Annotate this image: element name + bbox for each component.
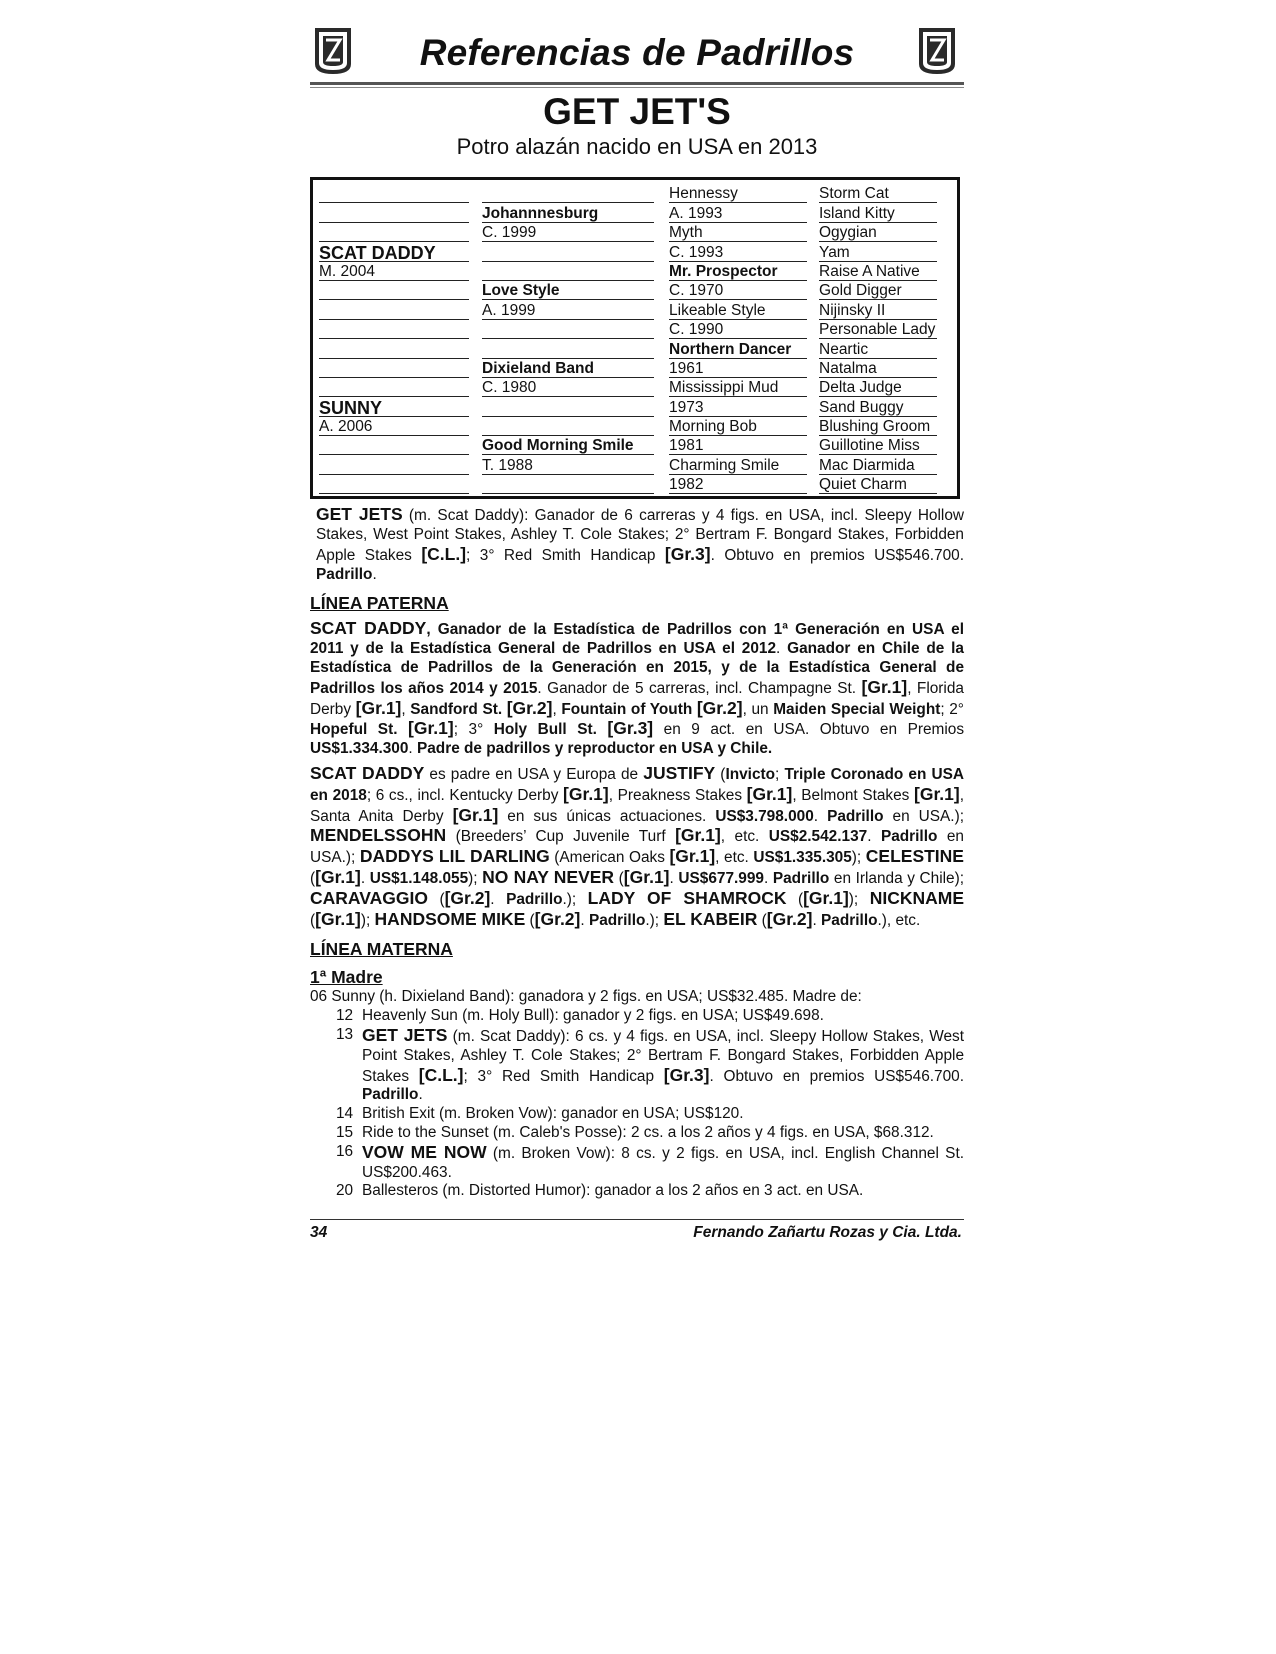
text-run: en USA.); (883, 807, 964, 825)
text-run: .), etc. (877, 911, 921, 929)
text-run: Padrillo (772, 870, 830, 887)
text-run: Padrillo (362, 1086, 419, 1104)
pedigree-cell: Myth (669, 224, 703, 242)
text-run: [Gr.1] (675, 825, 721, 846)
pedigree-cell: Delta Judge (819, 379, 902, 397)
pedigree-row (319, 417, 943, 436)
text-run: Padrillo (506, 890, 563, 908)
list-item (310, 1182, 964, 1201)
pedigree-cell: Sand Buggy (819, 398, 904, 416)
text-run: [Gr.1] (914, 783, 960, 804)
page-header (310, 20, 964, 82)
pedigree-cell: Hennessy (669, 185, 738, 203)
text-run: Invicto (725, 766, 776, 784)
sire-paragraph-1: SCAT DADDY, Ganador de la Estadística de Padrillos con 1ª Generación en USA el 2011 y de la Estadística General de Padrillos en USA el 2012. Ganador en Chile de la Estadística de Padrillos de la Generación en 2015, y de la Estadística General de Padrillos los años 2014 y 2015. Ganador de 5 carreras, incl. Champagne St. [Gr.1], Florida Derby [Gr.1], Sandford St. [Gr.2], Fountain of Youth [Gr.2], un Maiden Special Weight; 2° Hopeful St. [Gr.1]; 3° Holy Bull St. [Gr.3] en 9 act. en USA. Obtuvo en Premios US$1.334.300. Padre de padrillos y reproductor en USA y Chile. (310, 618, 965, 758)
pedigree-cell: Likeable Style (669, 301, 766, 319)
pedigree-row (319, 397, 943, 416)
text-run: VOW ME NOW (362, 1141, 487, 1162)
text-run: EL KABEIR (663, 908, 758, 929)
text-run: , Belmont Stakes (792, 786, 914, 804)
text-run: .); (562, 890, 588, 908)
pedigree-cell: Neartic (819, 340, 869, 358)
pedigree-cell: 1981 (669, 437, 704, 455)
text-run: ( (310, 911, 316, 929)
text-run: ( (614, 870, 624, 887)
text-run: SCAT DADDY (310, 763, 425, 784)
text-run: Ride to the Sunset (m. Caleb's Posse): 2 cs. a los 2 años y 4 figs. en USA, $68.312. (362, 1123, 934, 1141)
text-run: (American Oaks (549, 849, 670, 867)
text-run: [Gr.2] (444, 887, 491, 908)
text-run: Triple Coronado en USA en 2018 (310, 766, 964, 804)
pedigree-row (319, 320, 943, 339)
text-run: . Obtuvo en premios US$546.700. (709, 1067, 964, 1085)
text-run: . (763, 870, 773, 887)
section-heading-linea-materna: LÍNEA MATERNA (310, 939, 453, 960)
text-run: . (580, 911, 589, 929)
text-run: CELESTINE (865, 846, 964, 867)
pedigree-cell: Gold Digger (819, 282, 902, 300)
page-title: Referencias de Padrillos (419, 32, 855, 73)
text-run: ; (775, 766, 785, 784)
pedigree-cell: A. 1993 (669, 204, 723, 222)
text-run: HANDSOME MIKE (374, 908, 526, 929)
zr-monogram-icon (914, 26, 960, 76)
text-run: US$2.542.137 (768, 828, 868, 846)
list-item (310, 1007, 964, 1026)
text-run: ( (310, 870, 316, 887)
text-run: US$3.798.000 (715, 807, 814, 825)
text-run: , Preakness Stakes (608, 786, 747, 804)
text-run: DADDYS LIL DARLING (359, 846, 550, 867)
text-run: Padrillo (827, 807, 884, 825)
pedigree-cell: Blushing Groom (819, 418, 931, 436)
pedigree-cell: Charming Smile (669, 456, 780, 474)
text-run: [Gr.1] (623, 867, 670, 887)
pedigree-row (319, 300, 943, 319)
text-run: Padrillo (821, 911, 878, 929)
pedigree-row (319, 455, 943, 474)
text-run: , Santa Anita Derby (310, 786, 964, 825)
text-run: ( (427, 890, 445, 908)
text-run: es padre en USA y Europa de (424, 766, 644, 784)
pedigree-cell: Mac Diarmida (819, 456, 915, 474)
horse-subtitle: Potro alazán nacido en USA en 2013 (456, 134, 818, 159)
pedigree-row (319, 378, 943, 397)
text-run: British Exit (m. Broken Vow): ganador en USA; US$120. (362, 1105, 744, 1123)
pedigree-cell: C. 1980 (482, 379, 537, 397)
text-run: [Gr.1] (563, 783, 609, 804)
text-run: NO NAY NEVER (482, 867, 615, 887)
text-run: , etc. (715, 849, 754, 867)
text-run: ( (525, 911, 535, 929)
pedigree-cell: Personable Lady (819, 321, 936, 339)
pedigree-cell: SUNNY (319, 397, 383, 418)
text-run: ); (360, 911, 375, 929)
pedigree-cell: C. 1999 (482, 224, 537, 242)
offspring-year: 15 (336, 1123, 354, 1141)
pedigree-cell: Good Morning Smile (482, 437, 634, 455)
pedigree-cell: Quiet Charm (819, 476, 907, 494)
pedigree-row (319, 184, 943, 203)
text-run: . (813, 807, 828, 825)
page-number: 34 (310, 1224, 328, 1242)
pedigree-cell: 1973 (669, 398, 704, 416)
text-run: , etc. (720, 828, 769, 846)
text-run: (m. Scat Daddy): 6 cs. y 4 figs. en USA, incl. Sleepy Hollow Stakes, West Point Stakes, Ashley T. Cole Stakes; 2° Bertram F. Bongard Stakes, Forbidden Apple Stakes (362, 1027, 964, 1085)
text-run: .); (645, 911, 664, 929)
pedigree-cell: 1982 (669, 476, 704, 494)
text-run: Heavenly Sun (m. Holy Bull): ganador y 2 figs. en USA; US$49.698. (362, 1007, 824, 1025)
pedigree-cell: C. 1970 (669, 282, 724, 300)
horse-summary: GET JETS (m. Scat Daddy): Ganador de 6 carreras y 4 figs. en USA, incl. Sleepy Hollow Stakes, West Point Stakes, Ashley T. Cole Stakes; 2° Bertram F. Bongard Stakes, Forbidden Apple Stakes [C.L.]; 3° Red Smith Handicap [Gr.3]. Obtuvo en premios US$546.700. Padrillo. (316, 504, 965, 583)
text-run: en USA.); (310, 828, 964, 867)
pedigree-cell: M. 2004 (319, 262, 376, 280)
pedigree-cell: Mississippi Mud (669, 379, 779, 397)
text-run: ( (786, 890, 804, 908)
text-run: US$1.335.305 (753, 849, 852, 867)
header-rule (310, 82, 964, 85)
list-item (310, 1124, 964, 1143)
document-page (310, 20, 964, 1246)
pedigree-cell: Johannnesburg (482, 204, 599, 222)
pedigree-cell: A. 2006 (319, 418, 373, 436)
text-run: NICKNAME (869, 887, 964, 908)
offspring-year: 12 (336, 1007, 354, 1025)
text-run: . (490, 890, 507, 908)
text-run: US$1.148.055 (369, 870, 469, 887)
pedigree-cell: Morning Bob (669, 418, 757, 436)
pedigree-row (319, 359, 943, 378)
text-run: [Gr.1] (452, 804, 499, 825)
pedigree-cell: Raise A Native (819, 262, 920, 280)
pedigree-row (319, 242, 943, 261)
pedigree-row (319, 475, 943, 494)
pedigree-row (319, 339, 943, 358)
text-run: MENDELSSOHN (310, 825, 447, 846)
pedigree-cell: Guillotine Miss (819, 437, 920, 455)
pedigree-row (319, 281, 943, 300)
text-run: ; 3° Red Smith Handicap (463, 1067, 664, 1085)
horse-name: GET JET'S (543, 91, 731, 132)
pedigree-cell: Dixieland Band (482, 359, 594, 377)
pedigree-cell: Natalma (819, 359, 877, 377)
pedigree-row (319, 223, 943, 242)
text-run: [Gr.1] (669, 846, 716, 867)
pedigree-cell: Ogygian (819, 224, 877, 242)
first-dam-summary: 06 Sunny (h. Dixieland Band): ganadora y 2 figs. en USA; US$32.485. Madre de: (310, 988, 862, 1006)
pedigree-cell: C. 1990 (669, 321, 724, 339)
text-run: (Breeders’ Cup Juvenile Turf (446, 828, 676, 846)
pedigree-table (310, 177, 960, 499)
first-dam-heading: 1ª Madre (310, 967, 383, 988)
text-run: en Irlanda y Chile); (829, 870, 964, 887)
pedigree-row (319, 203, 943, 222)
page-footer (310, 1224, 964, 1246)
text-run: [Gr.2] (766, 908, 813, 929)
text-run: (m. Broken Vow): 8 cs. y 2 figs. en USA, incl. English Channel St. US$200.463. (362, 1144, 964, 1181)
list-item (310, 1143, 964, 1183)
text-run: [Gr.1] (746, 783, 793, 804)
section-heading-linea-paterna: LÍNEA PATERNA (310, 593, 449, 614)
pedigree-cell: Mr. Prospector (669, 262, 778, 280)
text-run: ); (468, 870, 483, 887)
text-run: Padrillo (588, 911, 646, 929)
offspring-list (310, 1007, 964, 1201)
text-run: . (812, 911, 822, 929)
pedigree-cell: C. 1993 (669, 243, 724, 261)
pedigree-cell: Nijinsky II (819, 301, 886, 319)
text-run: US$677.999 (678, 870, 764, 887)
footer-company: Fernando Zañartu Rozas y Cia. Ltda. (693, 1224, 962, 1242)
pedigree-cell: Island Kitty (819, 204, 895, 222)
text-run: ); (848, 890, 870, 908)
pedigree-cell: Northern Dancer (669, 340, 792, 358)
offspring-year: 16 (336, 1142, 354, 1160)
text-run: [Gr.1] (315, 867, 361, 887)
text-run: en sus únicas actuaciones. (498, 807, 716, 825)
text-run: LADY OF SHAMROCK (587, 887, 787, 908)
text-run: [Gr.1] (315, 908, 361, 929)
list-item (310, 1026, 964, 1105)
list-item (310, 1105, 964, 1124)
text-run: . (360, 870, 370, 887)
text-run: ( (757, 911, 767, 929)
pedigree-cell: Storm Cat (819, 185, 889, 203)
pedigree-row (319, 262, 943, 281)
offspring-year: 13 (336, 1025, 354, 1043)
offspring-year: 14 (336, 1105, 354, 1123)
text-run: JUSTIFY (643, 763, 716, 784)
text-run: . (418, 1086, 423, 1104)
text-run: Padrillo (880, 828, 938, 846)
pedigree-row (319, 436, 943, 455)
text-run: Ballesteros (m. Distorted Humor): ganador a los 2 años en 3 act. en USA. (362, 1182, 864, 1200)
text-run: ; 6 cs., incl. Kentucky Derby (366, 786, 564, 804)
sire-paragraph-2 (310, 764, 964, 930)
text-run: GET JETS (362, 1024, 448, 1045)
text-run: ( (715, 766, 726, 784)
text-run: ); (851, 849, 866, 867)
text-run: [Gr.2] (534, 908, 581, 929)
text-run: [Gr.3] (663, 1064, 710, 1085)
text-run: . (867, 828, 881, 846)
offspring-year: 20 (336, 1182, 354, 1200)
pedigree-cell: Love Style (482, 282, 560, 300)
text-run: [C.L.] (418, 1064, 464, 1085)
header-rule-thin (310, 87, 964, 88)
pedigree-cell: T. 1988 (482, 456, 533, 474)
text-run: . (669, 870, 679, 887)
pedigree-cell: SCAT DADDY (319, 242, 436, 263)
text-run: CARAVAGGIO (310, 887, 428, 908)
text-run: [Gr.1] (803, 887, 849, 908)
pedigree-cell: 1961 (669, 359, 704, 377)
pedigree-cell: Yam (819, 243, 850, 261)
pedigree-cell: A. 1999 (482, 301, 536, 319)
footer-rule (310, 1219, 964, 1220)
